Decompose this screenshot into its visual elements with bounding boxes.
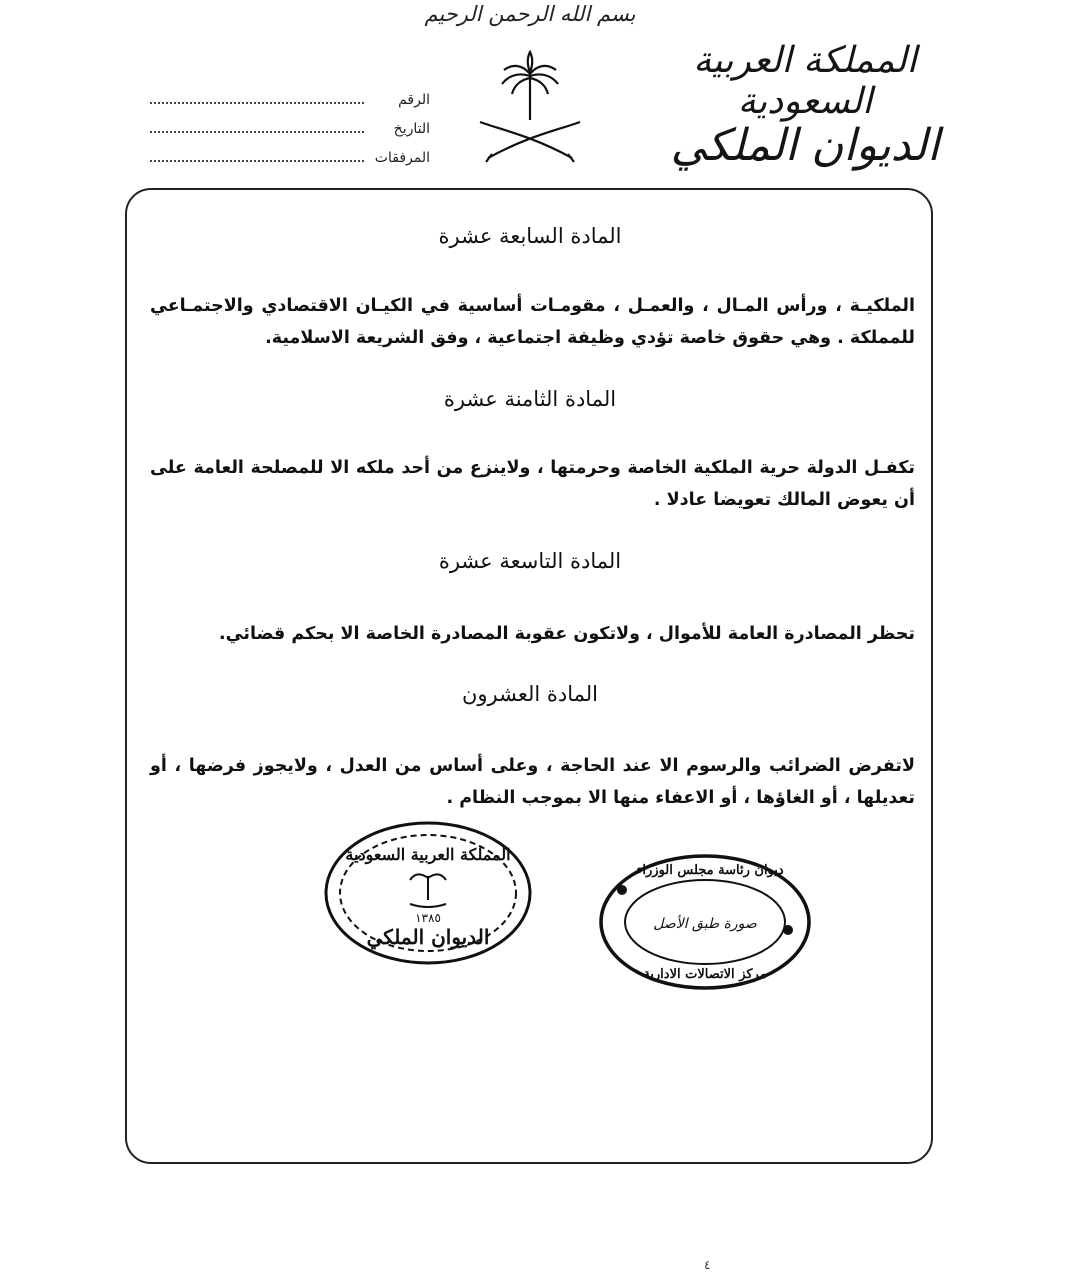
left-seal-bottom-text: الديوان الملكي	[366, 925, 490, 949]
date-label: التاريخ	[393, 121, 430, 137]
article-18-title: المادة الثامنة عشرة	[443, 387, 617, 411]
article-17-text: الملكيـة ، ورأس المـال ، والعمـل ، مقومـات أساسية في الكيـان الاقتصادي والاجتمـاعي للمملكة . وهي حقوق خاصة تؤدي وظيفة اجتماعية ، وفق الشريعة الاسلامية.	[150, 296, 915, 348]
basmala: بسم الله الرحمن الرحيم	[424, 2, 636, 26]
royal-court-seal	[322, 818, 534, 968]
article-20-title: المادة العشرون	[461, 682, 599, 706]
royal-court-title: الديوان الملكي	[670, 120, 940, 171]
attachments-field-row	[150, 146, 430, 175]
article-17-title: المادة السابعة عشرة	[438, 224, 622, 248]
kingdom-title: المملكة العربية السعودية	[693, 40, 917, 122]
number-dotted-line	[150, 88, 364, 104]
article-19-title: المادة التاسعة عشرة	[438, 549, 622, 573]
attachments-label: المرفقات	[374, 150, 430, 166]
saudi-emblem-icon	[472, 50, 588, 166]
article-20-text: لاتفرض الضرائب والرسوم الا عند الحاجة ، وعلى أساس من العدل ، ولايجوز فرضها ، أو تعديلها ، أو الغاؤها ، أو الاعفاء منها الا بموجب النظام .	[150, 756, 915, 808]
article-18-text: تكفـل الدولة حرية الملكية الخاصة وحرمتها ، ولاينزع من أحد ملكه الا للمصلحة العامة على أن يعوض المالك تعويضا عادلا .	[150, 458, 915, 510]
number-label: الرقم	[398, 92, 430, 108]
left-seal-top-text: المملكة العربية السعودية	[345, 845, 511, 864]
reference-fields	[150, 88, 430, 175]
page-mark: ٤	[704, 1258, 711, 1272]
cabinet-seal	[598, 852, 812, 992]
right-seal-bottom-text: مركز الاتصالات الادارية	[643, 967, 767, 982]
right-seal-middle-text: صورة طبق الأصل	[653, 916, 757, 932]
date-dotted-line	[150, 117, 364, 133]
date-field-row	[150, 117, 430, 146]
number-field-row	[150, 88, 430, 117]
right-seal-top-text: ديوان رئاسة مجلس الوزراء	[636, 863, 784, 878]
article-19-text: تحظر المصادرة العامة للأموال ، ولاتكون عقوبة المصادرة الخاصة الا بحكم قضائي.	[219, 624, 915, 644]
attachments-dotted-line	[150, 146, 364, 162]
left-seal-year: ١٣٨٥	[415, 911, 441, 925]
